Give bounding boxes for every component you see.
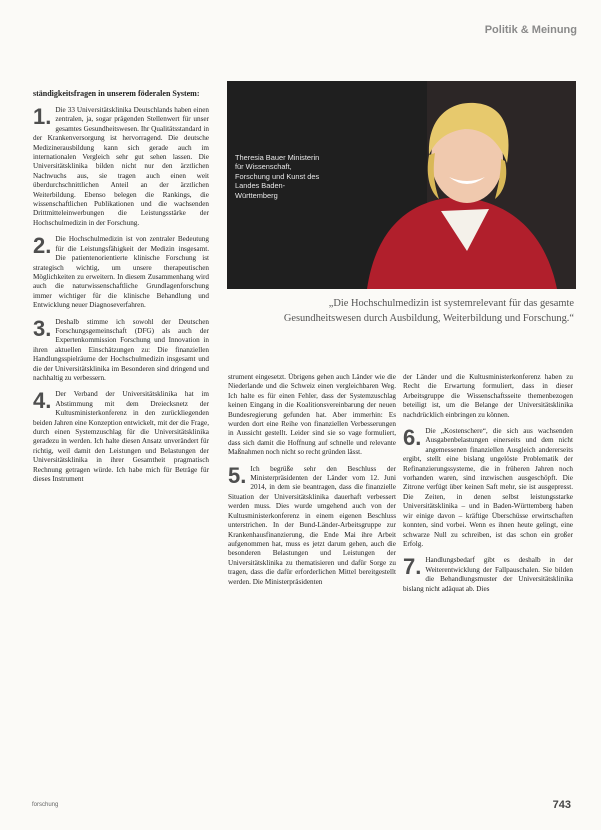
paragraph-number: 6. (403, 425, 422, 451)
photo-caption: Theresia Bauer Ministerin für Wissenschaft, Forschung und Kunst des Landes Baden-Württemberg (235, 153, 320, 200)
section-header: Politik & Meinung (484, 24, 577, 36)
pull-quote: „Die Hochschulmedizin ist systemrelevant für das gesamte Gesundheitswesen durch Ausbildung, Weiterbildung und Forschung.“ (283, 298, 574, 324)
portrait-photo (227, 81, 576, 289)
paragraph-1: 1. Die 33 Universitätsklinika Deutschlands haben einen zentralen, ja, sogar prägenden Stellenwert für unser gesamtes Gesundheitswesen. Ihr Qualitätsstandard in der Krankenversorgung ist hervorragend. Die deutsche Medizinerausbildung kann sich gerade auch im internationalen Vergleich sehr gut sehen lassen. Die Universitätsklinika bilden nicht nur den ärztlichen Nachwuchs aus, sie tragen auch einen weit überdurchschnittlichen Anteil an der ärztlichen Weiterbildung. Ebenso belegen die Rankings, die wissenschaftlichen Publikationen und die wachsenden Drittmitteleinwerbungen die Leistungsstärke der Hochschulmedizin in der Forschung. (33, 104, 209, 227)
paragraph-number: 7. (403, 554, 422, 580)
column-1 (33, 89, 209, 491)
paragraph-number: 1. (33, 104, 52, 129)
paragraph-6: 6. Die „Kostenschere“, die sich aus wachsenden Ausgabenbelastungen einerseits und dem nicht angemessenen finanziellen Ausgleich andererseits ergibt, stellt eine bislang ungelöste Problematik der Refinanzierungssysteme, die in früheren Jahren noch vorhanden waren, sind inzwischen ausgeschöpft. Die Zitrone verfügt über keinen Saft mehr, sie ist ausgepresst. Die Zeiten, in denen selbst leistungsstarke Universitätsklinika – und in Baden-Württemberg haben wir einige davon – kräftige Überschüsse erwirtschaften konnten, sind vorbei. Wenn es ihnen heute gelingt, eine schwarze Null zu schreiben, ist das schon ein großer Erfolg. (403, 425, 573, 548)
paragraph-number: 3. (33, 315, 52, 341)
column-2 (228, 373, 396, 594)
paragraph-5-continued: der Länder und die Kultusministerkonferenz haben zu Recht die Erwartung formuliert, dass in dieser Arbeitsgruppe die Wissenschaftsseite themenbezogen beteiligt ist, um die Belange der Universitätsklinika nachdrücklich einbringen zu können. (403, 373, 573, 419)
column-3 (403, 373, 573, 601)
page-number: 743 (552, 799, 571, 811)
paragraph-2: 2. Die Hochschulmedizin ist von zentraler Bedeutung für die Leistungsfähigkeit der Medizin insgesamt. Die patientenorientierte klinische Forschung ist strategisch wichtig, um unsere therapeutischen Möglichkeiten zu erweitern. In diesem Zusammenhang wird auch die naturwissenschaftliche Grundlagenforschung immer wichtiger für die klinische Behandlung und Entwicklung neuer Diagnoseverfahren. (33, 233, 209, 310)
paragraph-5: 5. Ich begrüße sehr den Beschluss der Ministerpräsidenten der Länder vom 12. Juni 2014, in dem sie beantragen, dass die finanzielle Situation der Universitätsklinika dauerhaft verbessert werden muss. Dies wurde umgehend auch von der Kultusministerkonferenz in einem eigenen Beschluss unterstrichen. In der Bund-Länder-Arbeitsgruppe zur Krankenhausfinanzierung, die Ende Mai ihre Arbeit aufgenommen hat, muss es jetzt darum gehen, auch die besonderen Belastungen und Leistungen der Universitätsklinika zu thematisieren und dafür Sorge zu tragen, dass die dafür erforderlichen Mittel bereitgestellt werden. Die Ministerpräsidenten (228, 462, 396, 586)
paragraph-number: 2. (33, 233, 52, 259)
footer-publication: forschung (32, 802, 59, 808)
paragraph-number: 5. (228, 462, 247, 488)
lead-text: ständigkeitsfragen in unserem föderalen System: (33, 89, 200, 98)
paragraph-3: 3. Deshalb stimme ich sowohl der Deutschen Forschungsgemeinschaft (DFG) als auch der Expertenkommission Forschung und Innovation in ihren aktuellen Einschätzungen zu: Die finanziellen Handlungsspielräume der Hochschulmedizin insgesamt und die der Universitätsklinika im Besonderen sind dringend und nachhaltig zu verbessern. (33, 315, 209, 382)
paragraph-4: 4. Der Verband der Universitätsklinika hat im Abstimmung mit dem Dreiecksnetz der Kultusministerkonferenz in den zurückliegenden beiden Jahren eine Konzeption entwickelt, mit der die Frage, durch einen Systemzuschlag für die Universitätsklinika geradezu in werden. Ich halte diesen Ansatz unverändert für richtig, weil damit den Leistungen und Belastungen der Universitätsklinika in ihrer Gesamtheit pragmatisch Rechnung getragen würde. Ich habe mich für Beträge für dieses Instrument (33, 388, 209, 484)
paragraph-4-continued: strument eingesetzt. Übrigens gehen auch Länder wie die Niederlande und die Schweiz einen vergleichbaren Weg. Ich halte es für einen Fehler, dass der Systemzuschlag keinen Eingang in die Koalitionsvereinbarung der neuen Bundesregierung gefunden hat. Aber immerhin: Es wurden dort eine Reihe von finanziellen Verbesserungen in Aussicht gestellt. Leider sind sie so vage formuliert, dass sich damit die Hoffnung auf schnelle und relevante Maßnahmen noch nicht so recht gründen lässt. (228, 373, 396, 457)
paragraph-7: 7. Handlungsbedarf gibt es deshalb in der Weiterentwicklung der Fallpauschalen. Sie bilden die Behandlungsmuster der Universitätsklinika bislang nicht adäquat ab. Dies (403, 554, 573, 593)
paragraph-number: 4. (33, 388, 52, 414)
